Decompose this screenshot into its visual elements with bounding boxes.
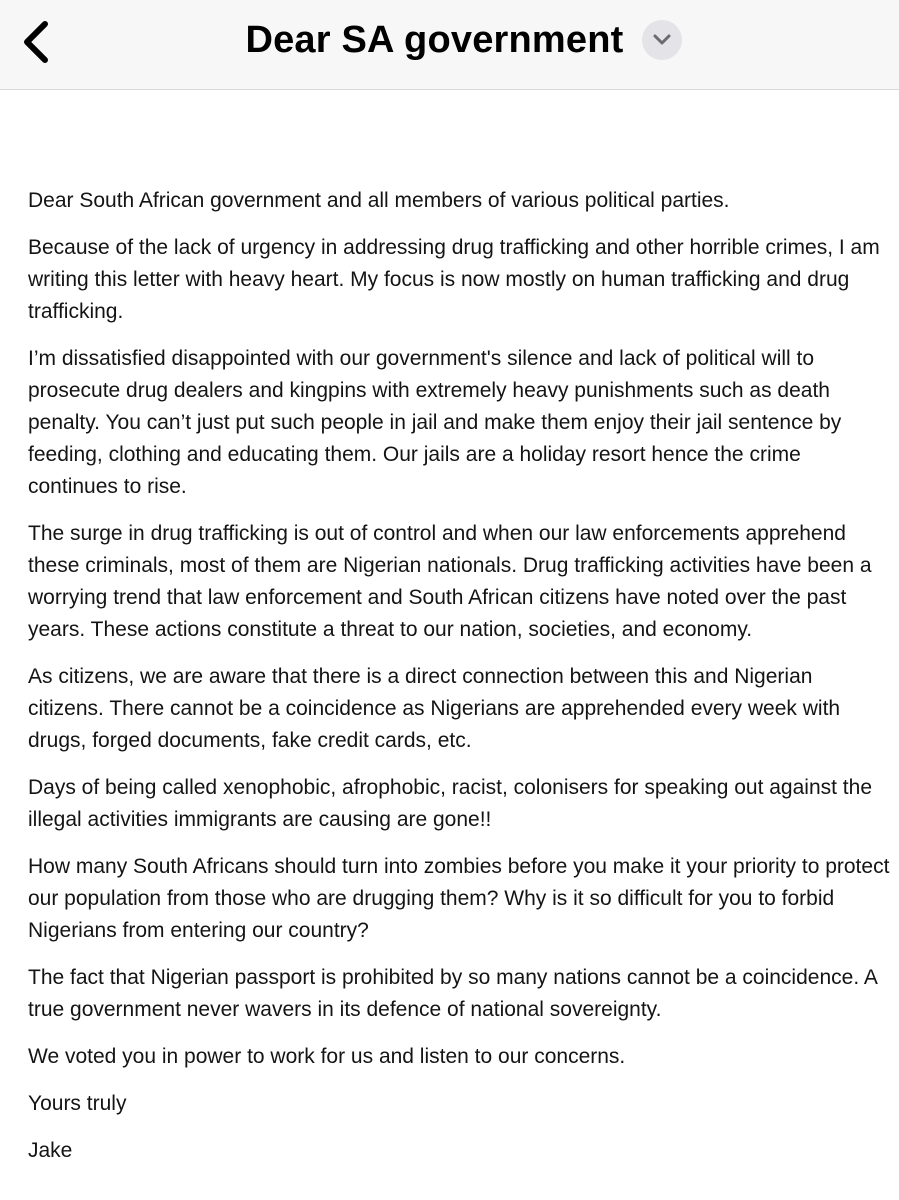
letter-paragraph: As citizens, we are aware that there is a direct connection between this and Nigerian citizens. There cannot be a coincidence as Nigerians are apprehended every week with drugs, forged documents, fake credit cards, etc. <box>28 665 841 752</box>
title-area <box>0 14 899 66</box>
chevron-down-icon <box>652 33 672 47</box>
page-title: Dear SA government <box>245 18 624 61</box>
letter-paragraph: How many South Africans should turn into zombies before you make it your priority to protect our population from those who are drugging them? Why is it so difficult for you to forbid Nigerians from entering our country? <box>28 855 890 942</box>
letter-paragraph: We voted you in power to work for us and listen to our concerns. <box>28 1045 626 1068</box>
letter-greeting: Dear South African government and all members of various political parties. <box>28 189 730 212</box>
letter-signature: Jake <box>28 1139 73 1162</box>
letter-paragraph: I’m dissatisfied disappointed with our government's silence and lack of political will to prosecute drug dealers and kingpins with extremely heavy punishments such as death penalty. You can’t just put such people in jail and make them enjoy their jail sentence by feeding, clothing and educating them. Our jails are a holiday resort hence the crime continues to rise. <box>28 347 842 498</box>
letter-paragraph: Days of being called xenophobic, afrophobic, racist, colonisers for speaking out against the illegal activities immigrants are causing are gone!! <box>28 776 872 831</box>
navigation-header <box>0 0 899 90</box>
title-menu-button[interactable] <box>642 20 682 60</box>
letter-body <box>28 185 890 1182</box>
letter-paragraph: Because of the lack of urgency in addressing drug trafficking and other horrible crimes, I am writing this letter with heavy heart. My focus is now mostly on human trafficking and drug trafficking. <box>28 236 880 323</box>
letter-paragraph: The surge in drug trafficking is out of control and when our law enforcements apprehend these criminals, most of them are Nigerian nationals. Drug trafficking activities have been a worrying trend that law enforcement and South African citizens have noted over the past years. These actions constitute a threat to our nation, societies, and economy. <box>28 522 872 641</box>
letter-paragraph: The fact that Nigerian passport is prohibited by so many nations cannot be a coincidence. A true government never wavers in its defence of national sovereignty. <box>28 966 877 1021</box>
letter-closing: Yours truly <box>28 1092 127 1115</box>
